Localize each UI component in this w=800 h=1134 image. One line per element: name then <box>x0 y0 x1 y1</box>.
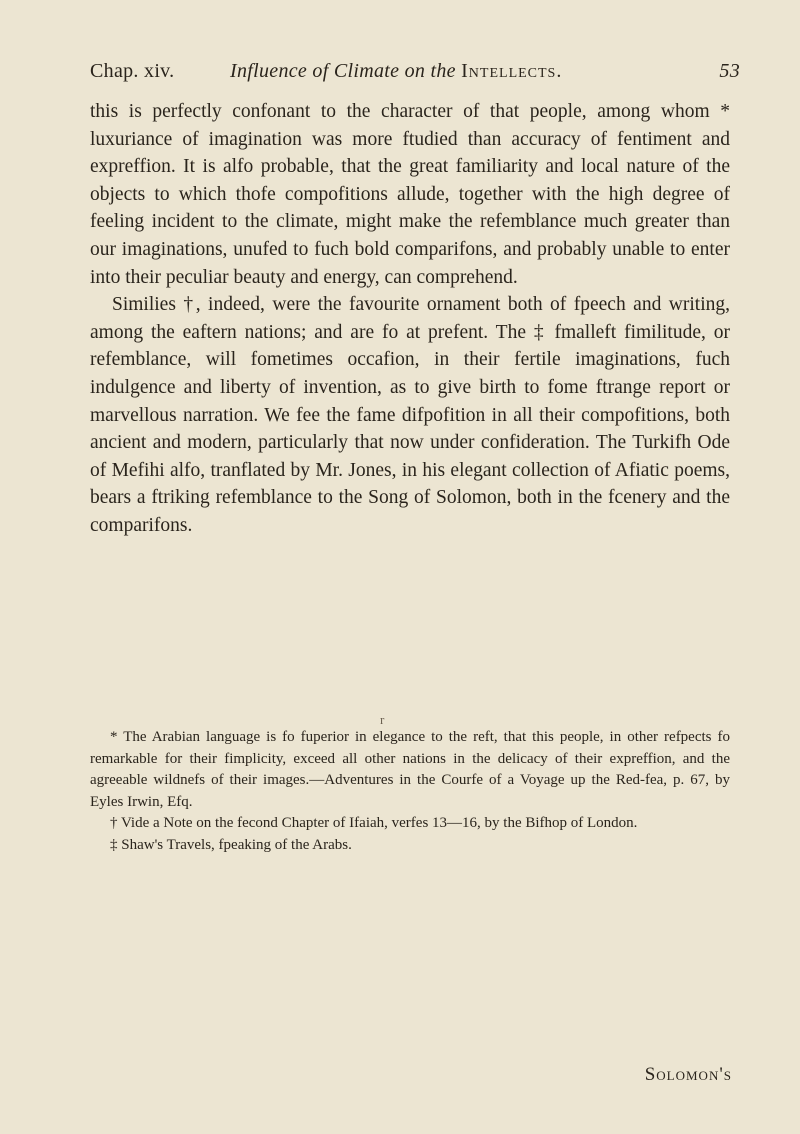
running-title-italic: Influence of Climate on the <box>230 60 456 82</box>
paragraph: Similies †, indeed, were the favourite ornament both of fpeech and writing, among the eaftern nations; and are fo at prefent. The ‡ fmalleft fimilitude, or refemblance, will fometimes occafion, in their fertile imaginations, fuch indulgence and liberty of invention, as to give birth to fome ftrange report or marvellous narration. We fee the fame difpofition in all their compofitions, both ancient and modern, particularly that now under confideration. The Turkifh Ode of Mefihi alfo, tranflated by Mr. Jones, in his elegant collection of Afiatic poems, bears a ftriking refemblance to the Song of Solomon, both in the fcenery and the comparifons. <box>90 294 730 536</box>
footnotes <box>90 727 730 857</box>
paragraph: this is perfectly confonant to the character of that people, among whom * luxuriance of imagination was more ftudied than accuracy of fentiment and expreffion. It is alfo probable, that the great familiarity and local nature of the objects to which thofe compofitions allude, together with the high degree of feeling incident to the climate, might make the refemblance much greater than our imaginations, unufed to fuch bold comparifons, and probably unable to enter into their peculiar beauty and energy, can comprehend. <box>90 101 730 288</box>
footnote: † Vide a Note on the fecond Chapter of Ifaiah, verfes 13—16, by the Bifhop of London. <box>110 815 638 832</box>
running-header <box>90 60 740 90</box>
chapter-label: Chap. xiv. <box>90 60 175 82</box>
catchword: Solomon's <box>644 1064 732 1085</box>
stray-mark: r <box>380 712 385 727</box>
running-title-caps: Intellects. <box>461 60 563 82</box>
footnote: * The Arabian language is fo fuperior in elegance to the reft, that this people, in other refpects fo remarkable for their fimplicity, exceed all other nations in the delicacy of their expreffion, and the agreeable wildnefs of their images.—Adventures in the Courfe of a Voyage up the Red-fea, p. 67, by Eyles Irwin, Efq. <box>90 729 730 810</box>
running-title <box>230 60 562 83</box>
page-number: 53 <box>719 60 740 82</box>
main-text <box>90 98 730 540</box>
footnote: ‡ Shaw's Travels, fpeaking of the Arabs. <box>110 836 352 853</box>
